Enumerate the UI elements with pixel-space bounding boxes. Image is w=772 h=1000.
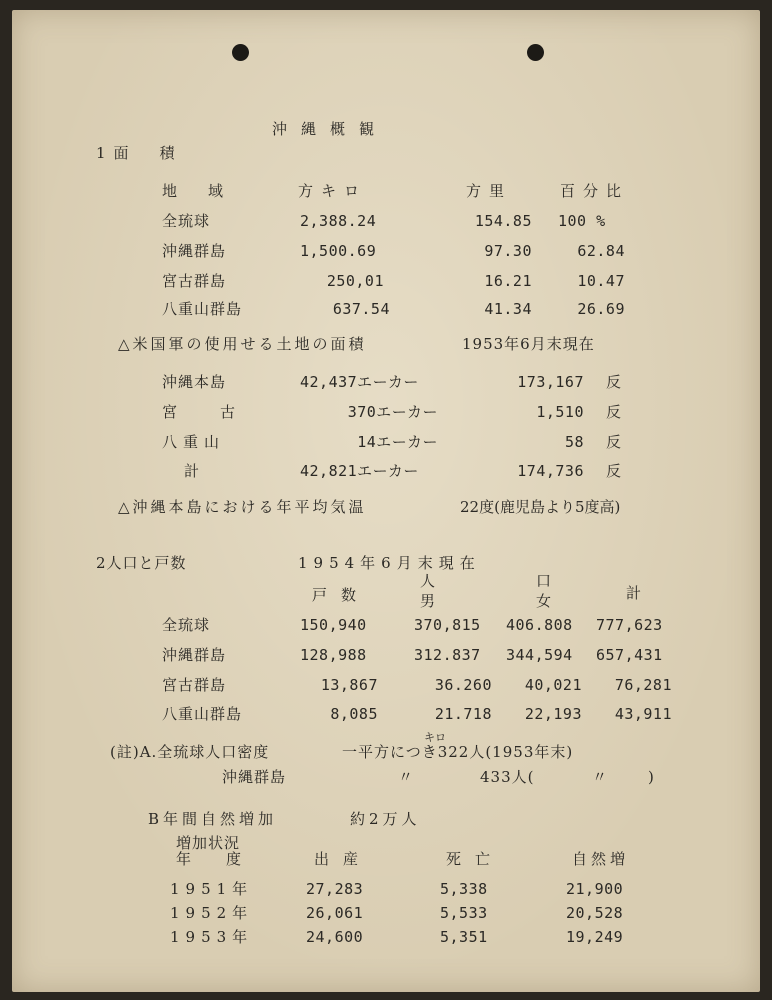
military-row-place: 八重山 <box>162 433 226 451</box>
growth-col-natural: 自然増 <box>572 850 630 868</box>
growth-row-natural: 19,249 <box>566 928 624 946</box>
note-density-okinawa: 433人( <box>480 768 535 786</box>
growth-col-deaths: 死亡 <box>446 850 505 868</box>
population-row-total: 777,623 <box>596 616 663 634</box>
population-row-total: 76,281 <box>614 676 672 694</box>
population-col-female: 女 <box>536 592 553 610</box>
population-row-female: 406.808 <box>506 616 573 634</box>
growth-col-year: 年 度 <box>176 850 252 868</box>
ditto-mark: 〃 <box>398 768 415 786</box>
population-row-female: 344,594 <box>506 646 573 664</box>
military-row-tan: 1,510 <box>536 403 584 421</box>
population-row-male: 370,815 <box>414 616 481 634</box>
temperature-value: 22度(鹿児島より5度高) <box>460 498 621 516</box>
population-col-person: 人 <box>420 572 437 590</box>
growth-row-deaths: 5,533 <box>440 904 488 922</box>
area-row-percent: 10.47 <box>577 272 625 290</box>
note-density: 一平方につき322人(1953年末) <box>342 743 574 761</box>
growth-row-births: 24,600 <box>306 928 364 946</box>
area-row-region: 八重山群島 <box>162 300 243 318</box>
growth-row-deaths: 5,351 <box>440 928 488 946</box>
military-row-place: 沖縄本島 <box>162 373 227 391</box>
population-row-male: 36.260 <box>434 676 492 694</box>
area-row-region: 宮古群島 <box>162 272 227 290</box>
growth-row-births: 26,061 <box>306 904 364 922</box>
binder-hole-right <box>527 44 544 61</box>
population-row-region: 八重山群島 <box>162 705 243 723</box>
area-heading: 1面 積 <box>96 144 183 162</box>
temperature-heading: △沖縄本島における年平均気温 <box>118 498 367 516</box>
population-row-male: 21.718 <box>434 705 492 723</box>
ditto-mark: 〃 <box>592 768 609 786</box>
growth-approx: 約2万人 <box>350 810 421 828</box>
area-row-sqkm: 2,388.24 <box>300 212 377 230</box>
area-row-percent: 100 % <box>558 212 606 230</box>
military-row-acres: 370エーカー <box>347 403 438 421</box>
military-row-tan: 174,736 <box>517 462 584 480</box>
binder-hole-left <box>232 44 249 61</box>
population-row-male: 312.837 <box>414 646 481 664</box>
area-col-percent: 百分比 <box>560 182 630 200</box>
military-heading: △米国軍の使用せる土地の面積 <box>118 335 367 353</box>
note-row2-label: 沖縄群島 <box>222 768 287 786</box>
growth-col-births: 出産 <box>314 850 373 868</box>
growth-row-year: 1951年 <box>170 880 254 898</box>
military-row-acres: 42,821エーカー <box>300 462 419 480</box>
note-ruby: キロ <box>424 731 446 744</box>
population-col-male: 男 <box>420 592 437 610</box>
population-row-households: 13,867 <box>320 676 378 694</box>
area-row-sqkm: 1,500.69 <box>300 242 377 260</box>
population-col-mouth: 口 <box>536 572 553 590</box>
area-col-sqkm: 方キロ <box>298 182 368 200</box>
military-row-unit: 反 <box>606 433 623 451</box>
growth-row-natural: 21,900 <box>566 880 624 898</box>
population-row-total: 657,431 <box>596 646 663 664</box>
military-row-unit: 反 <box>606 373 623 391</box>
military-row-tan: 58 <box>564 433 584 451</box>
area-row-sqri: 154.85 <box>474 212 532 230</box>
note-label: (註)A.全琉球人口密度 <box>110 743 270 761</box>
population-row-region: 全琉球 <box>162 616 211 634</box>
population-row-households: 8,085 <box>330 705 378 723</box>
growth-row-births: 27,283 <box>306 880 364 898</box>
military-date: 1953年6月末現在 <box>462 335 595 353</box>
area-col-sqri: 方里 <box>466 182 513 200</box>
population-row-female: 22,193 <box>524 705 582 723</box>
population-row-total: 43,911 <box>614 705 672 723</box>
note-close-paren: ) <box>648 768 655 786</box>
area-row-percent: 62.84 <box>577 242 625 260</box>
military-row-acres: 42,437エーカー <box>300 373 419 391</box>
growth-row-year: 1952年 <box>170 904 254 922</box>
military-row-place: 計 <box>184 462 201 480</box>
population-row-region: 宮古群島 <box>162 676 227 694</box>
population-col-households: 戸数 <box>312 586 371 604</box>
population-row-households: 128,988 <box>300 646 367 664</box>
military-row-place: 宮 古 <box>162 403 250 421</box>
area-row-sqri: 97.30 <box>484 242 532 260</box>
military-row-unit: 反 <box>606 403 623 421</box>
population-heading: 2人口と戸数 <box>96 554 187 572</box>
population-date: 1954年6月末現在 <box>298 554 481 572</box>
area-row-sqri: 16.21 <box>484 272 532 290</box>
population-row-households: 150,940 <box>300 616 367 634</box>
military-row-tan: 173,167 <box>517 373 584 391</box>
area-col-region: 地 域 <box>162 182 232 200</box>
population-row-region: 沖縄群島 <box>162 646 227 664</box>
area-row-sqkm: 250,01 <box>326 272 384 290</box>
growth-row-natural: 20,528 <box>566 904 624 922</box>
growth-status-label: 増加状況 <box>176 834 241 852</box>
area-row-sqkm: 637.54 <box>332 300 390 318</box>
area-row-percent: 26.69 <box>577 300 625 318</box>
growth-heading: B年間自然増加 <box>148 810 278 828</box>
growth-row-year: 1953年 <box>170 928 254 946</box>
population-col-total: 計 <box>626 584 643 602</box>
area-row-sqri: 41.34 <box>484 300 532 318</box>
growth-row-deaths: 5,338 <box>440 880 488 898</box>
military-row-acres: 14エーカー <box>357 433 438 451</box>
area-row-region: 沖縄群島 <box>162 242 227 260</box>
page-title: 沖縄概観 <box>272 120 389 138</box>
military-row-unit: 反 <box>606 462 623 480</box>
population-row-female: 40,021 <box>524 676 582 694</box>
area-row-region: 全琉球 <box>162 212 211 230</box>
